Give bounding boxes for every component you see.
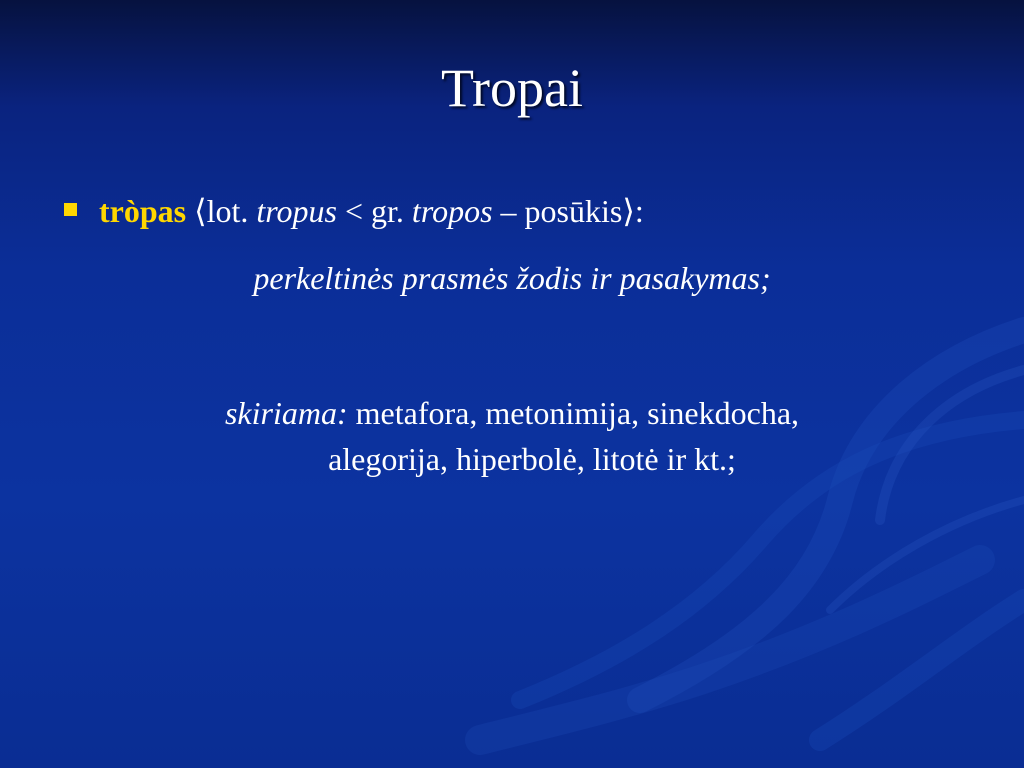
greek-word: tropos bbox=[411, 193, 493, 229]
bullet-term: tròpas bbox=[99, 193, 187, 229]
close-angle-bracket: ⟩: bbox=[622, 193, 644, 229]
dash: – bbox=[500, 193, 517, 229]
greek-prefix: gr. bbox=[371, 193, 404, 229]
definition-text: perkeltinės prasmės žodis ir pasakymas; bbox=[253, 260, 771, 296]
examples-line-2: alegorija, hiperbolė, litotė ir kt.; bbox=[328, 441, 736, 478]
examples-block bbox=[0, 390, 1024, 483]
bullet-item-tropas bbox=[64, 192, 644, 230]
latin-word: tropus bbox=[256, 193, 337, 229]
slide-title: Tropai bbox=[440, 58, 584, 118]
examples-label: skiriama: bbox=[224, 395, 348, 431]
less-than-sign: < bbox=[344, 193, 364, 229]
examples-line-1 bbox=[0, 390, 1024, 436]
open-angle-bracket: ⟨ bbox=[194, 193, 207, 229]
square-bullet-icon bbox=[64, 203, 77, 216]
meaning-word: posūkis bbox=[524, 193, 623, 229]
examples-line-1-text: metafora, metonimija, sinekdocha, bbox=[355, 395, 800, 431]
lot-prefix: lot. bbox=[206, 193, 249, 229]
